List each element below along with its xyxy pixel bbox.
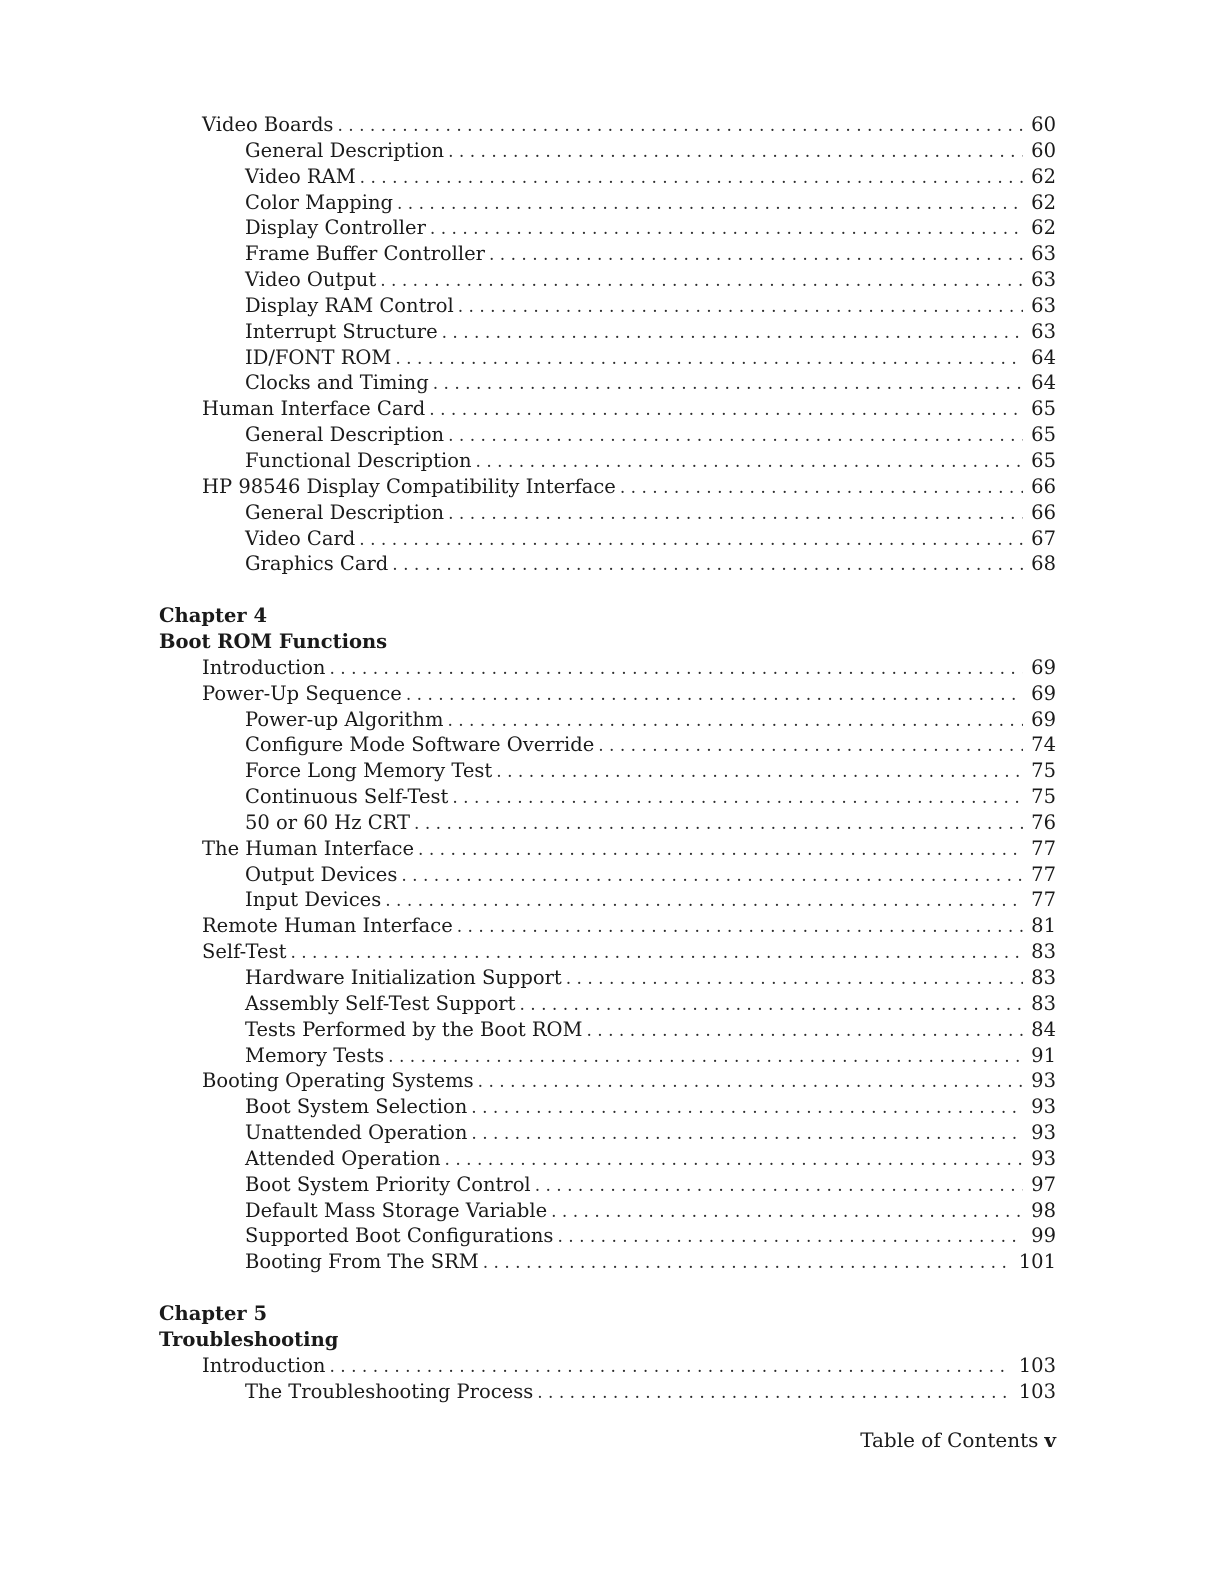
- toc-entry[interactable]: [159, 164, 1056, 190]
- chapter-label: Chapter 5: [159, 1302, 268, 1326]
- toc-entry[interactable]: [159, 758, 1056, 784]
- toc-entry-page-number: 63: [1031, 268, 1056, 292]
- toc-entry[interactable]: [159, 215, 1056, 241]
- toc-entry-page-number: 74: [1031, 733, 1056, 757]
- toc-entry-page-number: 83: [1031, 940, 1056, 964]
- toc-entry-title: Attended Operation: [245, 1146, 441, 1170]
- toc-entry[interactable]: [159, 474, 1056, 500]
- toc-entry-title: General Description: [245, 500, 445, 524]
- dot-leader: [429, 398, 1023, 424]
- dot-leader: [360, 166, 1024, 192]
- toc-entry[interactable]: [159, 939, 1056, 965]
- toc-entry-title: Power-Up Sequence: [202, 681, 402, 705]
- toc-entry-page-number: 65: [1031, 448, 1056, 472]
- toc-entry-title: Color Mapping: [245, 190, 393, 214]
- toc-entry-title: The Human Interface: [202, 836, 415, 860]
- chapter-section: [159, 603, 1056, 1275]
- toc-entry[interactable]: [159, 551, 1056, 577]
- toc-entry-page-number: 99: [1031, 1224, 1056, 1248]
- toc-entry[interactable]: [159, 1249, 1056, 1275]
- toc-entry-title: Supported Boot Configurations: [245, 1224, 554, 1248]
- toc-entry-title: Boot System Priority Control: [245, 1172, 531, 1196]
- toc-entry-page-number: 93: [1031, 1121, 1056, 1145]
- toc-entry-page-number: 91: [1031, 1043, 1056, 1067]
- toc-entry-page-number: 62: [1031, 190, 1056, 214]
- toc-entry[interactable]: [159, 1043, 1056, 1069]
- toc-entry-page-number: 75: [1031, 759, 1056, 783]
- toc-entry[interactable]: [159, 836, 1056, 862]
- chapter-title[interactable]: Troubleshooting: [159, 1327, 339, 1351]
- toc-entry[interactable]: [159, 112, 1056, 138]
- dot-leader: [337, 114, 1023, 140]
- toc-entry-page-number: 66: [1031, 474, 1056, 498]
- toc-entry-page-number: 64: [1031, 345, 1056, 369]
- dot-leader: [566, 967, 1023, 993]
- toc-entry-page-number: 93: [1031, 1069, 1056, 1093]
- toc-entry-title: The Troubleshooting Process: [245, 1379, 534, 1403]
- chapter-title[interactable]: Boot ROM Functions: [159, 630, 388, 654]
- toc-entry-title: Interrupt Structure: [245, 319, 438, 343]
- toc-entry[interactable]: [159, 862, 1056, 888]
- dot-leader: [458, 295, 1023, 321]
- dot-leader: [447, 709, 1023, 735]
- toc-entry-page-number: 93: [1031, 1146, 1056, 1170]
- toc-entry-title: Continuous Self-Test: [245, 785, 449, 809]
- toc-entry[interactable]: [159, 991, 1056, 1017]
- toc-entry-page-number: 103: [1018, 1353, 1056, 1377]
- toc-entry[interactable]: [159, 1198, 1056, 1224]
- chapter-section: [159, 1301, 1056, 1404]
- toc-entry-page-number: 62: [1031, 216, 1056, 240]
- toc-entry-page-number: 83: [1031, 991, 1056, 1015]
- dot-leader: [330, 1355, 1011, 1381]
- toc-entry[interactable]: [159, 732, 1056, 758]
- toc-entry-title: Introduction: [202, 1353, 326, 1377]
- toc-entry-page-number: 69: [1031, 681, 1056, 705]
- toc-entry-title: Introduction: [202, 655, 326, 679]
- toc-entry-page-number: 81: [1031, 914, 1056, 938]
- toc-entry-title: Default Mass Storage Variable: [245, 1198, 548, 1222]
- toc-entry-title: Booting From The SRM: [245, 1250, 479, 1274]
- dot-leader: [598, 734, 1023, 760]
- dot-leader: [448, 140, 1023, 166]
- toc-entry-page-number: 60: [1031, 113, 1056, 136]
- dot-leader: [448, 424, 1023, 450]
- toc-entry-page-number: 62: [1031, 164, 1056, 188]
- toc-entry-title: ID/FONT ROM: [245, 345, 392, 369]
- toc-entry-page-number: 63: [1031, 242, 1056, 266]
- toc-entry-title: 50 or 60 Hz CRT: [245, 810, 411, 834]
- toc-entry-page-number: 69: [1031, 707, 1056, 731]
- toc-entry[interactable]: [159, 1379, 1056, 1405]
- toc-entry[interactable]: [159, 1094, 1056, 1120]
- toc-entry[interactable]: [159, 138, 1056, 164]
- page-footer: [860, 1428, 1056, 1452]
- toc-entry-title: General Description: [245, 423, 445, 447]
- toc-entry-page-number: 83: [1031, 966, 1056, 989]
- dot-leader: [392, 553, 1023, 579]
- toc-entry[interactable]: [159, 396, 1056, 422]
- dot-leader: [448, 502, 1023, 528]
- dot-leader: [452, 786, 1023, 812]
- toc-entry-page-number: 101: [1018, 1250, 1056, 1274]
- toc-entry-title: Self-Test: [202, 940, 287, 964]
- toc-entry-page-number: 77: [1031, 888, 1056, 912]
- toc-entry-page-number: 97: [1031, 1172, 1056, 1196]
- toc-entry[interactable]: [159, 500, 1056, 526]
- dot-leader: [401, 864, 1023, 890]
- dot-leader: [395, 347, 1023, 373]
- dot-leader: [557, 1225, 1023, 1251]
- toc-entry-title: Graphics Card: [245, 552, 389, 576]
- toc-entry-title: Video RAM: [245, 164, 356, 188]
- toc-entry-title: Clocks and Timing: [245, 371, 429, 395]
- dot-leader: [290, 941, 1023, 967]
- toc-entry-title: Booting Operating Systems: [202, 1069, 474, 1093]
- dot-leader: [397, 192, 1023, 218]
- dot-leader: [496, 760, 1023, 786]
- toc-entry-title: Boot System Selection: [245, 1095, 468, 1119]
- toc-entry[interactable]: [159, 319, 1056, 345]
- toc-entry-page-number: 103: [1018, 1379, 1056, 1403]
- toc-entry[interactable]: [159, 965, 1056, 991]
- dot-leader: [587, 1019, 1024, 1045]
- toc-entry-page-number: 77: [1031, 836, 1056, 860]
- toc-entry-page-number: 65: [1031, 397, 1056, 421]
- dot-leader: [537, 1381, 1011, 1407]
- toc-entry-page-number: 65: [1031, 423, 1056, 447]
- dot-leader: [406, 683, 1023, 709]
- toc-entry-page-number: 98: [1031, 1198, 1056, 1222]
- toc-entry[interactable]: [159, 913, 1056, 939]
- toc-entry[interactable]: [159, 448, 1056, 474]
- dot-leader: [489, 243, 1023, 269]
- toc-entry-page-number: 69: [1031, 655, 1056, 679]
- toc-entry[interactable]: [159, 267, 1056, 293]
- toc-entry-title: Video Boards: [202, 113, 334, 136]
- dot-leader: [442, 321, 1024, 347]
- footer-label: Table of Contents: [860, 1428, 1039, 1452]
- toc-entry-title: HP 98546 Display Compatibility Interface: [202, 474, 616, 498]
- toc-entry[interactable]: [159, 1223, 1056, 1249]
- toc-entry-title: Video Card: [245, 526, 356, 550]
- toc-entry-page-number: 63: [1031, 319, 1056, 343]
- toc-entry-title: Input Devices: [245, 888, 382, 912]
- toc-entry[interactable]: [159, 1120, 1056, 1146]
- toc-entry-page-number: 60: [1031, 138, 1056, 162]
- toc-entry-title: Configure Mode Software Override: [245, 733, 595, 757]
- toc-entry-page-number: 63: [1031, 293, 1056, 317]
- dot-leader: [476, 450, 1024, 476]
- toc-entry-page-number: 93: [1031, 1095, 1056, 1119]
- dot-leader: [380, 269, 1023, 295]
- toc-entry-title: Display RAM Control: [245, 293, 454, 317]
- dot-leader: [430, 217, 1023, 243]
- toc-entry-title: Memory Tests: [245, 1043, 385, 1067]
- dot-leader: [620, 476, 1023, 502]
- toc-entry[interactable]: [159, 1353, 1056, 1379]
- toc-entry-title: Output Devices: [245, 862, 398, 886]
- dot-leader: [535, 1174, 1023, 1200]
- dot-leader: [433, 372, 1023, 398]
- toc-entry[interactable]: [159, 887, 1056, 913]
- toc-entry-page-number: 77: [1031, 862, 1056, 886]
- dot-leader: [551, 1200, 1023, 1226]
- toc-entry[interactable]: [159, 241, 1056, 267]
- toc-entry[interactable]: [159, 370, 1056, 396]
- dot-leader: [385, 889, 1023, 915]
- dot-leader: [388, 1045, 1023, 1071]
- toc-entry[interactable]: [159, 1146, 1056, 1172]
- toc-entry-title: Display Controller: [245, 216, 426, 240]
- toc-entry[interactable]: [159, 345, 1056, 371]
- dot-leader: [445, 1148, 1024, 1174]
- dot-leader: [483, 1251, 1011, 1277]
- toc-entry-title: Frame Buffer Controller: [245, 242, 485, 266]
- toc-entry[interactable]: [159, 1017, 1056, 1043]
- dot-leader: [478, 1070, 1024, 1096]
- table-of-contents: [159, 112, 1056, 1405]
- toc-entry-page-number: 68: [1031, 552, 1056, 576]
- toc-entry-title: Functional Description: [245, 448, 472, 472]
- toc-entry[interactable]: [159, 1068, 1056, 1094]
- toc-entry-title: General Description: [245, 138, 445, 162]
- dot-leader: [418, 838, 1023, 864]
- toc-entry[interactable]: [159, 293, 1056, 319]
- toc-entry-title: Video Output: [245, 268, 377, 292]
- toc-entry-title: Remote Human Interface: [202, 914, 453, 938]
- toc-entry-page-number: 75: [1031, 785, 1056, 809]
- toc-entry-page-number: 76: [1031, 810, 1056, 834]
- toc-entry[interactable]: [159, 1172, 1056, 1198]
- toc-entry[interactable]: [159, 655, 1056, 681]
- toc-entry-page-number: 67: [1031, 526, 1056, 550]
- toc-entry[interactable]: [159, 707, 1056, 733]
- chapter-label: Chapter 4: [159, 604, 268, 628]
- toc-entry-title: Force Long Memory Test: [245, 759, 493, 783]
- toc-entry-title: Power-up Algorithm: [245, 707, 444, 731]
- footer-page-numeral: v: [1044, 1428, 1056, 1452]
- dot-leader: [330, 657, 1024, 683]
- toc-entry[interactable]: [159, 526, 1056, 552]
- dot-leader: [519, 993, 1023, 1019]
- toc-entry[interactable]: [159, 810, 1056, 836]
- toc-entry-title: Assembly Self-Test Support: [245, 991, 516, 1015]
- toc-entry-title: Tests Performed by the Boot ROM: [245, 1017, 583, 1041]
- toc-entry[interactable]: [159, 784, 1056, 810]
- toc-entry[interactable]: [159, 422, 1056, 448]
- dot-leader: [471, 1096, 1023, 1122]
- toc-entry-title: Unattended Operation: [245, 1121, 468, 1145]
- toc-entry-title: Hardware Initialization Support: [245, 966, 562, 989]
- dot-leader: [471, 1122, 1023, 1148]
- toc-entry[interactable]: [159, 681, 1056, 707]
- dot-leader: [359, 528, 1023, 554]
- toc-entry-page-number: 84: [1031, 1017, 1056, 1041]
- dot-leader: [414, 812, 1023, 838]
- toc-entry-page-number: 64: [1031, 371, 1056, 395]
- dot-leader: [457, 915, 1023, 941]
- toc-entry-page-number: 66: [1031, 500, 1056, 524]
- toc-entry-title: Human Interface Card: [202, 397, 426, 421]
- toc-entry[interactable]: [159, 190, 1056, 216]
